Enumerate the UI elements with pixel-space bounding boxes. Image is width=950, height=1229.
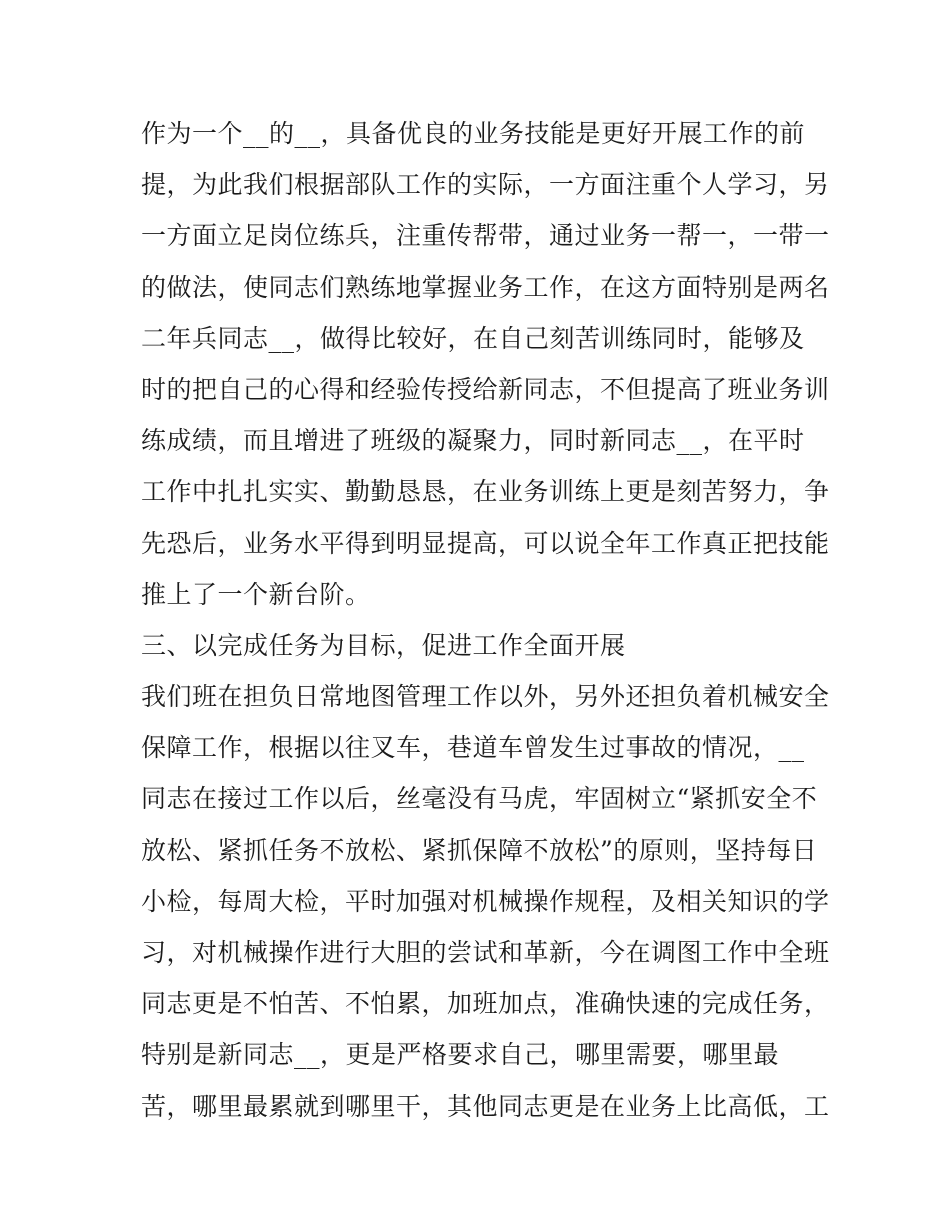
text-line: 习，对机械操作进行大胆的尝试和革新，今在调图工作中全班 xyxy=(141,938,830,967)
text-line: 的做法，使同志们熟练地掌握业务工作，在这方面特别是两名 xyxy=(141,272,830,302)
text-line: 提，为此我们根据部队工作的实际，一方面注重个人学习，另 xyxy=(141,170,830,200)
text-line: 同志在接过工作以后，丝毫没有马虎，牢固树立“紧抓安全不 xyxy=(141,784,818,814)
text-line: 保障工作，根据以往叉车，巷道车曾发生过事故的情况，__ xyxy=(141,733,805,763)
text-line: 练成绩，而且增进了班级的凝聚力，同时新同志__，在平时 xyxy=(141,426,805,456)
text-line: 小检，每周大检，平时加强对机械操作规程，及相关知识的学 xyxy=(141,886,830,916)
text-line: 工作中扎扎实实、勤勤恳恳，在业务训练上更是刻苦努力，争 xyxy=(141,477,830,507)
text-line: 同志更是不怕苦、不怕累，加班加点，准确快速的完成任务， xyxy=(141,989,830,1019)
text-line: 二年兵同志__，做得比较好，在自己刻苦训练同时，能够及 xyxy=(141,323,805,353)
text-line: 时的把自己的心得和经验传授给新同志，不但提高了班业务训 xyxy=(141,374,830,404)
text-line: 作为一个__的__，具备优良的业务技能是更好开展工作的前 xyxy=(141,119,806,148)
document-body xyxy=(141,108,831,1132)
text-line: 推上了一个新台阶。 xyxy=(141,579,371,609)
text-line: 一方面立足岗位练兵，注重传帮带，通过业务一帮一，一带一 xyxy=(141,221,830,251)
text-line: 我们班在担负日常地图管理工作以外，另外还担负着机械安全 xyxy=(141,682,830,712)
section-heading: 三、以完成任务为目标，促进工作全面开展 xyxy=(141,630,626,660)
text-line: 放松、紧抓任务不放松、紧抓保障不放松”的原则，坚持每日 xyxy=(141,835,818,865)
text-line: 先恐后，业务水平得到明显提高，可以说全年工作真正把技能 xyxy=(141,528,830,558)
text-line: 苦，哪里最累就到哪里干，其他同志更是在业务上比高低，工 xyxy=(141,1091,830,1121)
text-line: 特别是新同志__，更是严格要求自己，哪里需要，哪里最 xyxy=(141,1040,780,1070)
